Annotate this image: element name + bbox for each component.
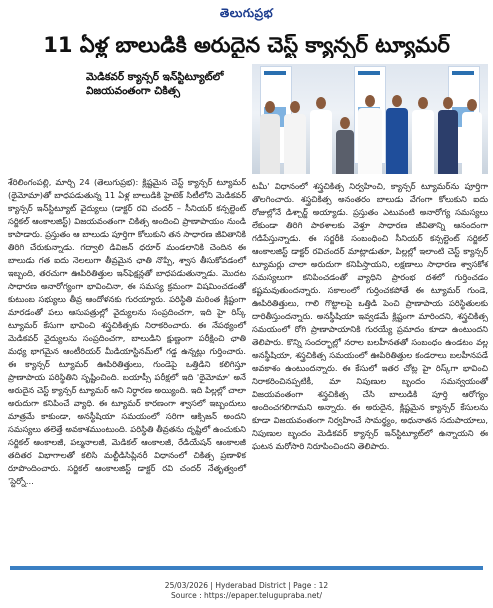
person-7 [412,97,434,174]
masthead [0,2,493,18]
person-6 [386,95,408,174]
headline: 11 ఏళ్ల బాలుడికి అరుదైన చెస్ట్ క్యాన్సర్ ట్యూమర్ [43,33,450,57]
newspaper-logo: తెలుగుప్రభ [219,6,274,20]
article-paragraph: శేరిలింగంపల్లి, మార్చి 24 (తెలుగుప్రభ): క్లిష్టమైన చెస్ట్ క్యాన్సర్ ట్యూమర్ (థైమోమా)తో బాధపడుతున్న 11 ఏళ్ల బాలుడికి హైటెక్ సిటీలోని మెడికవర్ క్యాన్సర్ ఇన్‌స్టిట్యూట్ వైద్యులు (డాక్టర్ రవి చందర్ – సీనియర్ కన్సల్టెంట్ సర్జికల్ ఆంకాలజిస్ట్) విజయవంతంగా చికిత్స అందించి ప్రాణాపాయం నుండి కాపాడారు. ప్రస్తుతం ఆ బాలుడు పూర్తిగా కోలుకుని తన సాధారణ జీవితానికి తిరిగి చేరుకున్నాడు. గద్వాలి డివిజన్ ధరూర్ మండలానికి చెందిన ఈ బాలుడు గత ఐదు నెలలుగా తీవ్రమైన ఛాతి నొప్పి, శ్వాస తీసుకోవడంలో ఇబ్బంది, తరచుగా ఊపిరితిత్తుల ఇన్‌ఫెక్షన్లతో బాధపడుతున్నాడు. మొదట సాధారణ అనారోగ్యంగా భావించినా, ఈ సమస్య క్రమంగా విషమించడంతో కుటుంబ సభ్యులు తీవ్ర ఆందోళనకు గురయ్యారు. పరిస్థితి మరింత క్లిష్టంగా మారడంతో పలు ఆసుపత్రుల్లో వైద్యులను సంప్రదించగా, ఇది హై రిస్క్ ట్యూమర్ కేసుగా భావించి శస్త్రచికిత్సకు నిరాకరించారు. ఈ నేపథ్యంలో మెడికవర్ వైద్యులను సంప్రదించగా, బాలుడిని క్షుణ్ణంగా పరీక్షించి ఛాతి మధ్య భాగమైన ఆంటీరియర్ మీడియాస్టినమ్‌లో గడ్డ ఉన్నట్లు గుర్తించారు. ఈ క్యాన్సర్ ట్యూమర్ ఊపిరితిత్తులు, గుండెపై ఒత్తిడిని కలిగిస్తూ ప్రాణాపాయ పరిస్థితిని సృష్టించింది. బయాప్సీ పరీక్షలో ఇది 'థైమోమా' అనే అరుదైన చెస్ట్ క్యాన్సర్ ట్యూమర్ అని నిర్ధారణ అయ్యింది. ఇది పిల్లల్లో చాలా అరుదుగా కనిపించే వ్యాధి. ఈ ట్యూమర్ కారణంగా శ్వాసలో ఇబ్బందులు మాత్రమే కాకుండా, అనస్థీషియా సమయంలో సరిగా ఆక్సిజన్ అందని సమస్యలు తలెత్తే అవకాశముంటుంది. పరిస్థితి తీవ్రతను దృష్టిలో ఉంచుకుని సర్జికల్ ఆంకాలజీ, పల్మనాలజీ, మెడికల్ ఆంకాలజీ, రేడియేషన్ ఆంకాలజీ తదితర విభాగాలతో కలిసి మల్టీడిసిప్లినరీ విధానంలో చికిత్స ప్రణాళిక రూపొందించారు. సర్జికల్ ఆంకాలజిస్ట్ డాక్టర్ రవి చందర్ నేతృత్వంలో 'స్టెర్నో... [8,177,246,486]
article-right-column [252,180,488,453]
footer-source: Source : https://epaper.telugupraba.net/ [171,591,322,600]
subhead-line-2: విజయవంతంగా చికిత్స [86,85,180,97]
subhead [86,70,246,98]
page-footer [0,581,493,601]
footer-date-page: 25/03/2026 | Hyderabad District | Page : 12 [164,581,329,590]
footer-rule [10,566,483,570]
person-1 [260,101,280,174]
person-3 [310,97,332,174]
person-4 [336,117,354,174]
article-left-column [8,176,246,488]
article-paragraph: టమీ' విధానంలో శస్త్రచికిత్స నిర్వహించి, క్యాన్సర్ ట్యూమర్‌ను పూర్తిగా తొలగించారు. శస్త్రచికిత్స అనంతరం బాలుడు వేగంగా కోలుకుని ఐదు రోజుల్లోనే డిశ్చార్జ్ అయ్యాడు. ప్రస్తుతం ఎటువంటి అనారోగ్య సమస్యలు లేకుండా తిరిగి పాఠశాలకు వెళ్తూ సాధారణ జీవితాన్ని ఆనందంగా గడిపేస్తున్నాడు. ఈ సర్జరీకి సంబంధించి సీనియర్ కన్సల్టెంట్ సర్జికల్ ఆంకాలజిస్ట్ డాక్టర్ రవిచందర్ మాట్లాడుతూ, పిల్లల్లో ఇలాంటి చెస్ట్ క్యాన్సర్ ట్యూమర్లు చాలా అరుదుగా కనిపిస్తాయని, లక్షణాలు సాధారణ శ్వాసకోశ సమస్యలుగా కనిపించడంతో వ్యాధిని ప్రారంభ దశలో గుర్తించడం కష్టమవుతుందన్నారు. సకాలంలో గుర్తించకపోతే ఈ ట్యూమర్ గుండె, ఊపిరితిత్తులు, గాలి గొట్టాలపై ఒత్తిడి పెంచి ప్రాణాపాయ పరిస్థితులకు దారితీస్తుందన్నారు. అనస్థీషియా ఇవ్వడమే క్లిష్టంగా మారిందని, శస్త్రచికిత్స సమయంలో రోగి ప్రాణాపాయానికి గురయ్యే ప్రమాదం కూడా ఉంటుందని తెలిపారు. కొన్ని సందర్భాల్లో నరాల బలహీనతతో సంబంధం ఉండటం వల్ల అనస్థీషియా, శస్త్రచికిత్స సమయంలో ఊపిరితిత్తుల కండరాలు బలహీనపడే అవకాశం ఉంటుందన్నారు. ఈ కేసులో ఇతర చోట్ల హై రిస్క్‌గా భావించి నిరాకరించినప్పటికీ, మా నిపుణుల బృందం సమన్వయంతో విజయవంతంగా శస్త్రచికిత్స చేసి బాలుడికి పూర్తి ఆరోగ్యం అందించగలిగామని అన్నారు. ఈ అరుదైన, క్లిష్టమైన క్యాన్సర్ కేసులను కూడా విజయవంతంగా నిర్వహించే సామర్థ్యం, అధునాతన సదుపాయాలు, నిపుణుల బృందం మెడికవర్ క్యాన్సర్ ఇన్‌స్టిట్యూట్‌లో ఉన్నాయని ఈ ఘటన మరోసారి నిరూపించిందని తెలిపారు. [252,181,488,451]
person-8 [438,97,458,174]
person-9 [462,99,482,174]
person-5 [358,95,382,174]
person-2 [284,101,306,174]
subhead-line-1: మెడికవర్ క్యాన్సర్ ఇన్‌స్టిట్యూట్‌లో [86,71,224,83]
group-photo [252,64,488,174]
